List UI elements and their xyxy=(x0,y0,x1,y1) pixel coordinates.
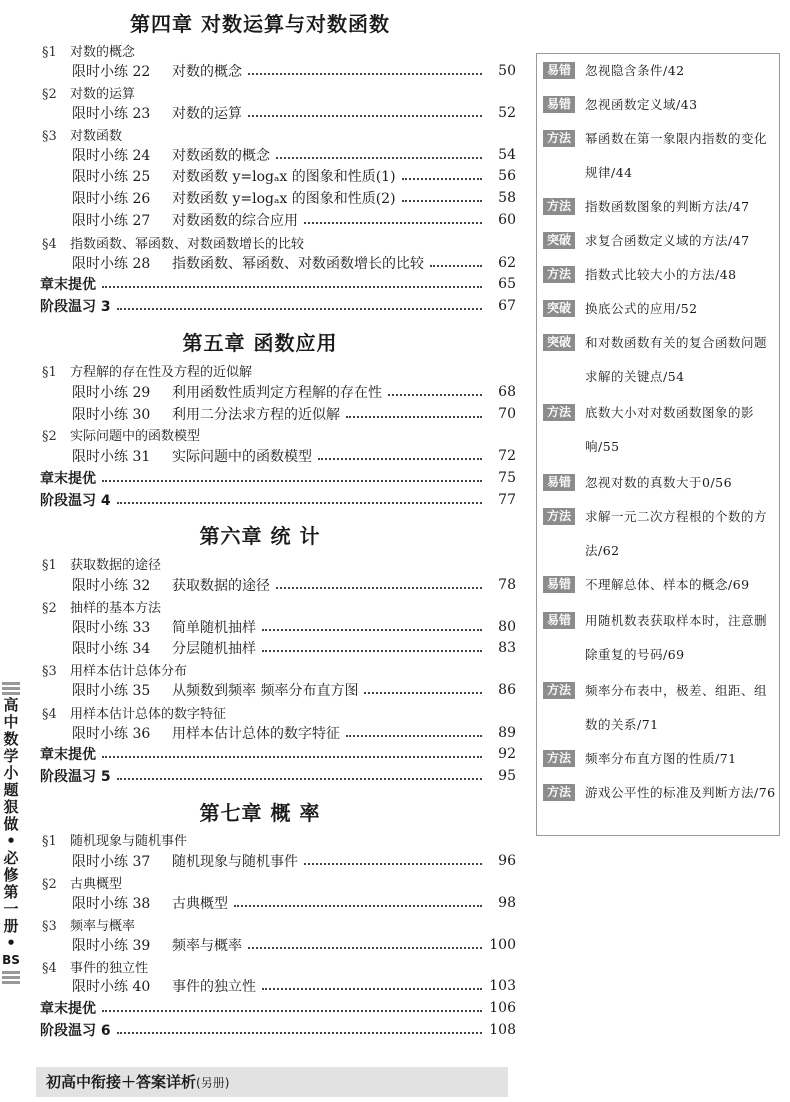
section-symbol: §4 xyxy=(42,707,57,722)
tip-text: 底数大小对对数函数图象的影响/55 xyxy=(585,405,755,454)
tip-item xyxy=(543,190,777,224)
tip-text: 求解一元二次方程根的个数的方法/62 xyxy=(585,509,768,558)
tips-sidebar xyxy=(536,53,780,836)
section-title: 事件的独立性 xyxy=(70,961,149,976)
entry-label: 阶段温习 4 xyxy=(40,493,111,509)
section-symbol: §2 xyxy=(42,429,57,444)
entry-label: 限时小练 25 xyxy=(72,169,151,185)
tip-text: 幂函数在第一象限内指数的变化规律/44 xyxy=(585,131,768,180)
entry-label: 限时小练 28 xyxy=(72,256,151,272)
section-symbol: §1 xyxy=(42,558,57,573)
toc-entry[interactable] xyxy=(72,145,516,165)
stage-review-entry[interactable] xyxy=(40,1020,516,1040)
leader-dots xyxy=(234,905,482,907)
section-symbol: §4 xyxy=(42,237,57,252)
leader-dots xyxy=(402,200,482,202)
book-spine-label xyxy=(0,680,22,986)
section-title: 方程解的存在性及方程的近似解 xyxy=(70,365,253,380)
tip-badge: 方法 xyxy=(543,784,575,801)
leader-dots xyxy=(304,863,482,865)
entry-label: 章末提优 xyxy=(40,277,96,293)
leader-dots xyxy=(248,947,482,949)
entry-page: 95 xyxy=(498,768,516,784)
tip-text: 指数式比较大小的方法/48 xyxy=(585,267,737,282)
tip-item xyxy=(543,604,777,672)
spine-char: 必 xyxy=(3,849,19,867)
leader-dots xyxy=(248,73,482,75)
section-heading xyxy=(42,425,200,444)
chapter-review-entry[interactable] xyxy=(40,274,516,294)
stage-review-entry[interactable] xyxy=(40,766,516,786)
tip-text: 频率分布表中，极差、组距、组数的关系/71 xyxy=(585,683,768,732)
toc-entry[interactable] xyxy=(72,253,516,273)
section-symbol: §1 xyxy=(42,45,57,60)
entry-label: 阶段温习 5 xyxy=(40,769,111,785)
tip-item xyxy=(543,326,777,394)
tip-badge: 突破 xyxy=(543,334,575,351)
footer-title: 初高中衔接＋答案详析 xyxy=(46,1073,197,1091)
entry-title: 对数的运算 xyxy=(172,106,242,122)
entry-page: 72 xyxy=(498,448,516,464)
leader-dots xyxy=(346,416,482,418)
entry-title: 简单随机抽样 xyxy=(172,620,256,636)
section-title: 对数的运算 xyxy=(70,87,136,102)
spine-char: 数 xyxy=(3,730,19,748)
entry-label: 限时小练 36 xyxy=(72,726,151,742)
section-title: 频率与概率 xyxy=(70,919,136,934)
section-heading xyxy=(42,597,161,616)
spine-char: 中 xyxy=(3,713,19,731)
leader-dots xyxy=(388,394,482,396)
spine-char: • xyxy=(6,934,16,952)
section-title: 对数的概念 xyxy=(70,45,136,60)
tip-text: 和对数函数有关的复合函数问题求解的关键点/54 xyxy=(585,335,768,384)
section-heading xyxy=(42,915,135,934)
entry-page: 75 xyxy=(498,470,516,486)
entry-page: 50 xyxy=(498,63,516,79)
entry-page: 62 xyxy=(498,255,516,271)
section-heading xyxy=(42,957,148,976)
leader-dots xyxy=(117,308,482,310)
leader-dots xyxy=(102,1010,482,1012)
section-title: 指数函数、幂函数、对数函数增长的比较 xyxy=(70,237,305,252)
leader-dots xyxy=(117,1032,482,1034)
entry-label: 章末提优 xyxy=(40,1001,96,1017)
entry-title: 利用函数性质判定方程解的存在性 xyxy=(172,385,382,401)
chapter-heading: 第四章 对数运算与对数函数 xyxy=(130,12,390,36)
tip-text: 频率分布直方图的性质/71 xyxy=(585,751,737,766)
entry-page: 89 xyxy=(498,725,516,741)
section-heading xyxy=(42,660,187,679)
spine-bar xyxy=(2,682,20,685)
spine-bar xyxy=(2,976,20,979)
tip-text: 用随机数表获取样本时，注意删除重复的号码/69 xyxy=(585,613,768,662)
entry-title: 对数函数的概念 xyxy=(172,148,270,164)
entry-title: 对数函数 y=logₐx 的图象和性质(1) xyxy=(172,169,396,185)
tip-text: 游戏公平性的标准及判断方法/76 xyxy=(585,785,776,800)
leader-dots xyxy=(276,157,482,159)
spine-char: 做 xyxy=(3,815,19,833)
toc-entry[interactable] xyxy=(72,976,516,996)
tip-item xyxy=(543,88,777,122)
entry-page: 67 xyxy=(498,298,516,314)
leader-dots xyxy=(304,222,482,224)
section-symbol: §4 xyxy=(42,961,57,976)
toc-entry[interactable] xyxy=(72,851,516,871)
toc-entry[interactable] xyxy=(72,680,516,700)
section-title: 用样本估计总体的数字特征 xyxy=(70,707,227,722)
entry-label: 限时小练 23 xyxy=(72,106,151,122)
spine-char: 修 xyxy=(3,866,19,884)
tip-badge: 方法 xyxy=(543,508,575,525)
entry-page: 80 xyxy=(498,619,516,635)
section-heading xyxy=(42,83,135,102)
tip-badge: 方法 xyxy=(543,130,575,147)
entry-page: 54 xyxy=(498,147,516,163)
leader-dots xyxy=(117,502,482,504)
entry-label: 限时小练 32 xyxy=(72,578,151,594)
entry-page: 77 xyxy=(498,492,516,508)
tip-badge: 易错 xyxy=(543,96,575,113)
leader-dots xyxy=(262,988,482,990)
section-symbol: §2 xyxy=(42,601,57,616)
entry-page: 100 xyxy=(489,937,516,953)
section-symbol: §3 xyxy=(42,919,57,934)
entry-title: 指数函数、幂函数、对数函数增长的比较 xyxy=(172,256,424,272)
entry-page: 108 xyxy=(489,1022,516,1038)
tip-item xyxy=(543,568,777,602)
section-symbol: §3 xyxy=(42,129,57,144)
entry-title: 利用二分法求方程的近似解 xyxy=(172,407,340,423)
entry-page: 68 xyxy=(498,384,516,400)
spine-char: • xyxy=(6,832,16,850)
entry-title: 随机现象与随机事件 xyxy=(172,854,298,870)
section-title: 用样本估计总体分布 xyxy=(70,664,188,679)
entry-page: 65 xyxy=(498,276,516,292)
tip-item xyxy=(543,292,777,326)
chapter-review-entry[interactable] xyxy=(40,744,516,764)
toc-entry[interactable] xyxy=(72,210,516,230)
entry-label: 章末提优 xyxy=(40,747,96,763)
tip-item xyxy=(543,122,777,190)
entry-label: 限时小练 38 xyxy=(72,896,151,912)
toc-entry[interactable] xyxy=(72,617,516,637)
section-symbol: §2 xyxy=(42,877,57,892)
spine-bar xyxy=(2,687,20,690)
leader-dots xyxy=(364,692,482,694)
tip-text: 求复合函数定义域的方法/47 xyxy=(585,233,750,248)
toc-entry[interactable] xyxy=(72,446,516,466)
leader-dots xyxy=(402,178,482,180)
tip-text: 指数函数图象的判断方法/47 xyxy=(585,199,750,214)
entry-page: 70 xyxy=(498,406,516,422)
entry-title: 用样本估计总体的数字特征 xyxy=(172,726,340,742)
tip-text: 换底公式的应用/52 xyxy=(585,301,698,316)
entry-page: 58 xyxy=(498,190,516,206)
spine-char: 第 xyxy=(3,883,19,901)
entry-label: 章末提优 xyxy=(40,471,96,487)
toc-entry[interactable] xyxy=(72,638,516,658)
leader-dots xyxy=(248,115,482,117)
entry-title: 古典概型 xyxy=(172,896,228,912)
tip-text: 忽视对数的真数大于0/56 xyxy=(585,475,733,490)
section-heading xyxy=(42,873,122,892)
section-symbol: §1 xyxy=(42,365,57,380)
tip-badge: 方法 xyxy=(543,750,575,767)
tip-item xyxy=(543,776,777,810)
spine-char: 高 xyxy=(3,696,19,714)
stage-review-entry[interactable] xyxy=(40,296,516,316)
spine-bar xyxy=(2,981,20,984)
leader-dots xyxy=(430,265,482,267)
toc-entry[interactable] xyxy=(72,166,516,186)
leader-dots xyxy=(346,735,482,737)
entry-page: 96 xyxy=(498,853,516,869)
entry-label: 限时小练 30 xyxy=(72,407,151,423)
tip-item xyxy=(543,500,777,568)
entry-label: 限时小练 22 xyxy=(72,64,151,80)
tip-text: 忽视隐含条件/42 xyxy=(585,63,685,78)
entry-label: 阶段温习 6 xyxy=(40,1023,111,1039)
chapter-review-entry[interactable] xyxy=(40,998,516,1018)
section-symbol: §2 xyxy=(42,87,57,102)
tip-badge: 易错 xyxy=(543,474,575,491)
section-heading xyxy=(42,125,122,144)
spine-char: 狠 xyxy=(3,798,19,816)
spine-bar xyxy=(2,692,20,695)
entry-page: 106 xyxy=(489,1000,516,1016)
section-heading xyxy=(42,361,252,380)
leader-dots xyxy=(276,587,482,589)
section-title: 随机现象与随机事件 xyxy=(70,834,188,849)
chapter-heading: 第七章 概 率 xyxy=(199,801,321,825)
spine-char: 册 xyxy=(3,917,19,935)
entry-label: 限时小练 40 xyxy=(72,979,151,995)
section-heading xyxy=(42,830,187,849)
chapter-heading: 第六章 统 计 xyxy=(199,524,321,548)
entry-label: 限时小练 34 xyxy=(72,641,151,657)
entry-label: 限时小练 33 xyxy=(72,620,151,636)
tip-item xyxy=(543,466,777,500)
tip-badge: 方法 xyxy=(543,198,575,215)
tip-badge: 易错 xyxy=(543,62,575,79)
leader-dots xyxy=(102,756,482,758)
entry-label: 限时小练 24 xyxy=(72,148,151,164)
tip-text: 不理解总体、样本的概念/69 xyxy=(585,577,750,592)
toc-entry[interactable] xyxy=(72,404,516,424)
toc-entry[interactable] xyxy=(72,575,516,595)
entry-page: 103 xyxy=(489,978,516,994)
tip-badge: 方法 xyxy=(543,404,575,421)
entry-page: 60 xyxy=(498,212,516,228)
section-heading xyxy=(42,41,135,60)
entry-label: 限时小练 26 xyxy=(72,191,151,207)
toc-entry[interactable] xyxy=(72,188,516,208)
entry-title: 对数函数 y=logₐx 的图象和性质(2) xyxy=(172,191,396,207)
chapter-heading: 第五章 函数应用 xyxy=(182,331,338,355)
entry-page: 56 xyxy=(498,168,516,184)
entry-label: 限时小练 37 xyxy=(72,854,151,870)
section-heading xyxy=(42,233,304,252)
entry-label: 限时小练 39 xyxy=(72,938,151,954)
tip-badge: 易错 xyxy=(543,576,575,593)
tip-item xyxy=(543,674,777,742)
entry-label: 限时小练 29 xyxy=(72,385,151,401)
toc-entry[interactable] xyxy=(72,61,516,81)
tip-badge: 方法 xyxy=(543,682,575,699)
tip-badge: 突破 xyxy=(543,232,575,249)
spine-char: 题 xyxy=(3,781,19,799)
section-heading xyxy=(42,554,161,573)
toc-entry[interactable] xyxy=(72,935,516,955)
tip-item xyxy=(543,54,777,88)
leader-dots xyxy=(117,778,482,780)
spine-char: 一 xyxy=(3,900,19,918)
leader-dots xyxy=(318,458,482,460)
tip-item xyxy=(543,396,777,464)
entry-label: 限时小练 31 xyxy=(72,449,151,465)
leader-dots xyxy=(102,286,482,288)
tip-text: 忽视函数定义域/43 xyxy=(585,97,698,112)
leader-dots xyxy=(262,650,482,652)
entry-label: 限时小练 27 xyxy=(72,213,151,229)
toc-entry[interactable] xyxy=(72,893,516,913)
entry-title: 从频数到频率 频率分布直方图 xyxy=(172,683,359,699)
tip-badge: 突破 xyxy=(543,300,575,317)
tip-badge: 方法 xyxy=(543,266,575,283)
stage-review-entry[interactable] xyxy=(40,490,516,510)
entry-title: 分层随机抽样 xyxy=(172,641,256,657)
chapter-review-entry[interactable] xyxy=(40,468,516,488)
tip-item xyxy=(543,224,777,258)
entry-title: 对数函数的综合应用 xyxy=(172,213,298,229)
entry-title: 频率与概率 xyxy=(172,938,242,954)
entry-page: 78 xyxy=(498,577,516,593)
footer-note: (另册) xyxy=(196,1076,230,1090)
toc-entry[interactable] xyxy=(72,382,516,402)
entry-page: 52 xyxy=(498,105,516,121)
spine-bar xyxy=(2,971,20,974)
tip-badge: 易错 xyxy=(543,612,575,629)
entry-page: 98 xyxy=(498,895,516,911)
entry-title: 事件的独立性 xyxy=(172,979,256,995)
spine-char: 小 xyxy=(3,764,19,782)
entry-page: 83 xyxy=(498,640,516,656)
section-title: 古典概型 xyxy=(70,877,123,892)
entry-page: 92 xyxy=(498,746,516,762)
spine-char: 学 xyxy=(3,747,19,765)
section-symbol: §1 xyxy=(42,834,57,849)
tip-item xyxy=(543,258,777,292)
section-title: 获取数据的途径 xyxy=(70,558,162,573)
entry-title: 获取数据的途径 xyxy=(172,578,270,594)
section-title: 抽样的基本方法 xyxy=(70,601,162,616)
section-title: 实际问题中的函数模型 xyxy=(70,429,201,444)
entry-page: 86 xyxy=(498,682,516,698)
section-heading xyxy=(42,703,226,722)
footer-banner xyxy=(36,1067,508,1097)
toc-entry[interactable] xyxy=(72,103,516,123)
entry-label: 限时小练 35 xyxy=(72,683,151,699)
tip-item xyxy=(543,742,777,776)
toc-entry[interactable] xyxy=(72,723,516,743)
section-symbol: §3 xyxy=(42,664,57,679)
spine-char: BS xyxy=(2,953,20,967)
entry-title: 实际问题中的函数模型 xyxy=(172,449,312,465)
section-title: 对数函数 xyxy=(70,129,123,144)
entry-label: 阶段温习 3 xyxy=(40,299,111,315)
entry-title: 对数的概念 xyxy=(172,64,242,80)
leader-dots xyxy=(102,480,482,482)
leader-dots xyxy=(262,629,482,631)
